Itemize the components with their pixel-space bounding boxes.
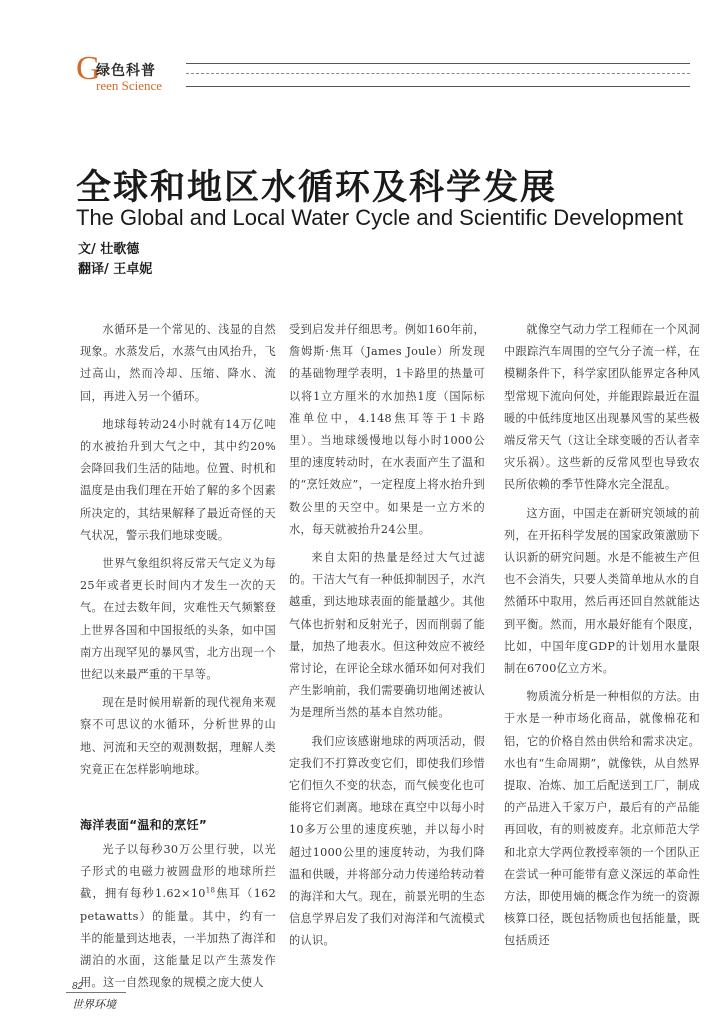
translator-byline: 翻译/ 王卓妮	[78, 262, 153, 277]
header-rule-dashed	[186, 73, 690, 74]
paragraph-text-part: 焦耳（162 petawatts）的能量。其中，约有一半的能量到达地表，一半加热了海洋和湖泊的水面，这能量足以产生蒸发作用。这一自然现象的规模之庞大使人	[80, 887, 277, 990]
paragraph: 受到启发并仔细思考。例如160年前，詹姆斯·焦耳（James Joule）所发现的基础物理学表明，1卡路里的热量可以将1立方厘米的水加热1度（国际标准单位中，4.148焦耳等于1卡路里）。当地球缓慢地以每小时1000公里的速度转动时，在水表面产生了温和的“烹饪效应”，一定程度上将水抬升到数公里的天空中。如果是一立方米的水，每天就被抬升24公里。	[289, 323, 485, 536]
paragraph	[80, 839, 276, 994]
column-header-title-cn: 绿色科普	[96, 63, 156, 79]
paragraph: 这方面，中国走在新研究领域的前列，在开拓科学发展的国家政策激励下认识新的研究问题。水是不能被生产但也不会消失，只要人类简单地从水的自然循环中取用，然后再还回自然就能达到平衡。然而，用水最好能有个限度，比如，中国年度GDP的计划用水量限制在6700亿立方米。	[504, 506, 700, 676]
body-column-3	[504, 319, 700, 959]
paragraph: 就像空气动力学工程师在一个风洞中跟踪汽车周围的空气分子流一样，在模糊条件下，科学家团队能界定各种风型常规下流向何处，并能跟踪最近在温暖的中低纬度地区出现暴风雪的某些极端反常天气（这让全球变暖的否认者幸灾乐祸）。这些新的反常风型也导致农民所依赖的季节性降水完全混乱。	[504, 323, 700, 492]
paragraph: 我们应该感谢地球的两项活动，假定我们不打算改变它们，即使我们珍惜它们恒久不变的状态，而气候变化也可能将它们剥离。地球在真空中以每小时10多万公里的速度疾驰，并以每小时超过1000公里的速度转动，为我们降温和供暖，并将部分动力传递给转动着的海洋和大气。现在，前景光明的生态信息学界启发了我们对海洋和气流模式的认识。	[289, 734, 485, 948]
exponent: 18	[205, 886, 216, 895]
column-header-title-en: reen Science	[96, 78, 163, 93]
paragraph: 世界气象组织将反常天气定义为每25年或者更长时间内才发生一次的天气。在过去数年间，灾难性天气频繁登上世界各国和中国报纸的头条，如中国南方出现罕见的暴风雪，北方出现一个世纪以来最严重的干旱等。	[80, 557, 276, 682]
article-title-en: The Global and Local Water Cycle and Scientific Development	[76, 205, 683, 230]
column-header-letter: G	[76, 50, 101, 87]
page-number: 82	[72, 981, 84, 992]
body-column-2	[289, 319, 485, 959]
paragraph-text-part: 光子以每秒30万公里行驶，以光子形式的电磁力被圆盘形的地球所拦截，拥有每秒1.62×10	[80, 843, 276, 901]
author-byline: 文/ 壮歌德	[78, 242, 140, 257]
header-rule	[186, 63, 690, 87]
paragraph: 水循环是一个常见的、浅显的自然现象。水蒸发后，水蒸气由风抬升，飞过高山，然而冷却、压缩、降水、流回，再进入另一个循环。	[80, 323, 276, 403]
magazine-name: 世界环境	[72, 998, 116, 1011]
paragraph: 来自太阳的热量是经过大气过滤的。干洁大气有一种低抑制因子，水汽越重，到达地球表面的能量越少。其他气体也折射和反射光子，因而削弱了能量，加热了地表水。但这种效应不被经常讨论，在评论全球水循环如何对我们产生影响前，我们需要确切地阐述被认为是理所当然的基本自然功能。	[289, 551, 485, 720]
paragraph: 地球每转动24小时就有14万亿吨的水被抬升到大气之中，其中约20%会降回我们生活的陆地。位置、时机和温度是由我们理在开始了解的多个因素所决定的，其结果解释了最近奇怪的天气状况，警示我们地球变暖。	[80, 417, 276, 542]
paragraph: 现在是时候用崭新的现代视角来观察不可思议的水循环，分析世界的山地、河流和天空的观测数据，理解人类究竟正在怎样影响地球。	[80, 696, 276, 776]
body-column-1	[80, 319, 276, 1000]
footer-divider	[66, 992, 126, 993]
section-heading: 海洋表面“温和的烹饪”	[80, 818, 208, 833]
article-title-cn: 全球和地区水循环及科学发展	[76, 168, 558, 208]
paragraph: 物质流分析是一种相似的方法。由于水是一种市场化商品，就像棉花和铝，它的价格自然由供给和需求决定。水也有“生命周期”，就像铁，从自然界提取、冶炼、加工后配送到工厂，制成的产品进入千家万户，最后有的产品能再回收，有的则被废弃。北京师范大学和北京大学两位教授率领的一个团队正在尝试一种可能带有意义深远的革命性方法，即使用熵的概念作为统一的资源核算口径，既包括物质也包括能量，既包括质还	[504, 690, 700, 948]
